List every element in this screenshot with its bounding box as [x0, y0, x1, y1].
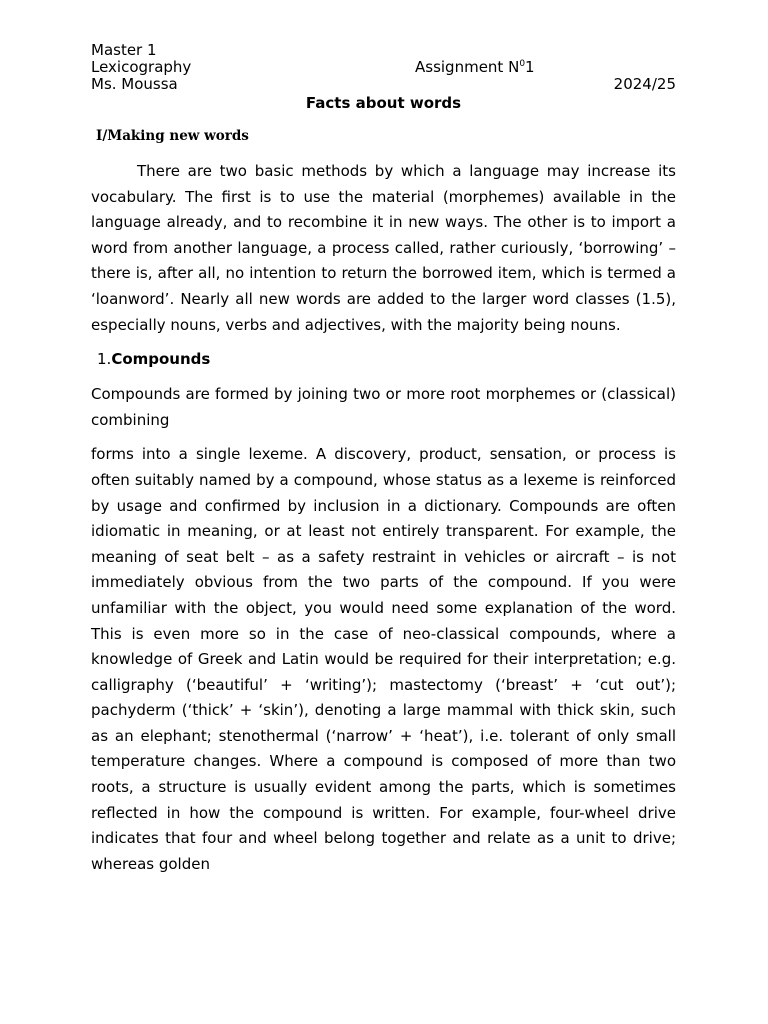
document-title: Facts about words	[305, 94, 462, 112]
academic-year: 2024/25	[613, 75, 676, 93]
document-page	[91, 42, 676, 877]
subsection-number: 1.	[97, 350, 112, 369]
section-heading: I/Making new words	[96, 128, 249, 144]
subsection-heading	[97, 349, 676, 369]
assignment-label: Assignment $N^01$	[415, 58, 535, 76]
teacher-name: Ms. Moussa	[91, 75, 178, 93]
assignment-superscript: 0	[519, 59, 526, 69]
intro-paragraph: There are two basic methods by which a language may increase its vocabulary. The first is to use the material (morphemes) available in the language already, and to recombine it in new ways. The other is to import a word from another language, a process called, rather curiously, ‘borrowing’ – there is, after all, no intention to return the borrowed item, which is termed a ‘loanword’. Nearly all new words are added to the larger word classes (1.5), especially nouns, verbs and adjectives, with the majority being nouns.	[91, 162, 676, 334]
compounds-paragraph-1: Compounds are formed by joining two or more root morphemes or (classical) combining	[91, 385, 676, 429]
header-line-2	[91, 59, 676, 76]
subsection-title: Compounds	[111, 350, 211, 369]
header-line-1	[91, 42, 676, 59]
header-line-3	[91, 76, 676, 93]
course-level: Master 1	[91, 41, 157, 59]
subject: Lexicography	[91, 58, 192, 76]
compounds-paragraph-2: forms into a single lexeme. A discovery, product, sensation, or process is often suitably named by a compound, whose status as a lexeme is reinforced by usage and confirmed by inclusion in a dictionary. Compounds are often idiomatic in meaning, or at least not entirely transparent. For example, the meaning of seat belt – as a safety restraint in vehicles or aircraft – is not immediately obvious from the two parts of the compound. If you were unfamiliar with the object, you would need some explanation of the word. This is even more so in the case of neo-classical compounds, where a knowledge of Greek and Latin would be required for their interpretation; e.g. calligraphy (‘beautiful’ + ‘writing’); mastectomy (‘breast’ + ‘cut out’); pachyderm (‘thick’ + ‘skin’), denoting a large mammal with thick skin, such as an elephant; stenothermal (‘narrow’ + ‘heat’), i.e. tolerant of only small temperature changes. Where a compound is composed of more than two roots, a structure is usually evident among the parts, which is sometimes reflected in how the compound is written. For example, four-wheel drive indicates that four and wheel belong together and relate as a unit to drive; whereas golden	[91, 445, 676, 873]
